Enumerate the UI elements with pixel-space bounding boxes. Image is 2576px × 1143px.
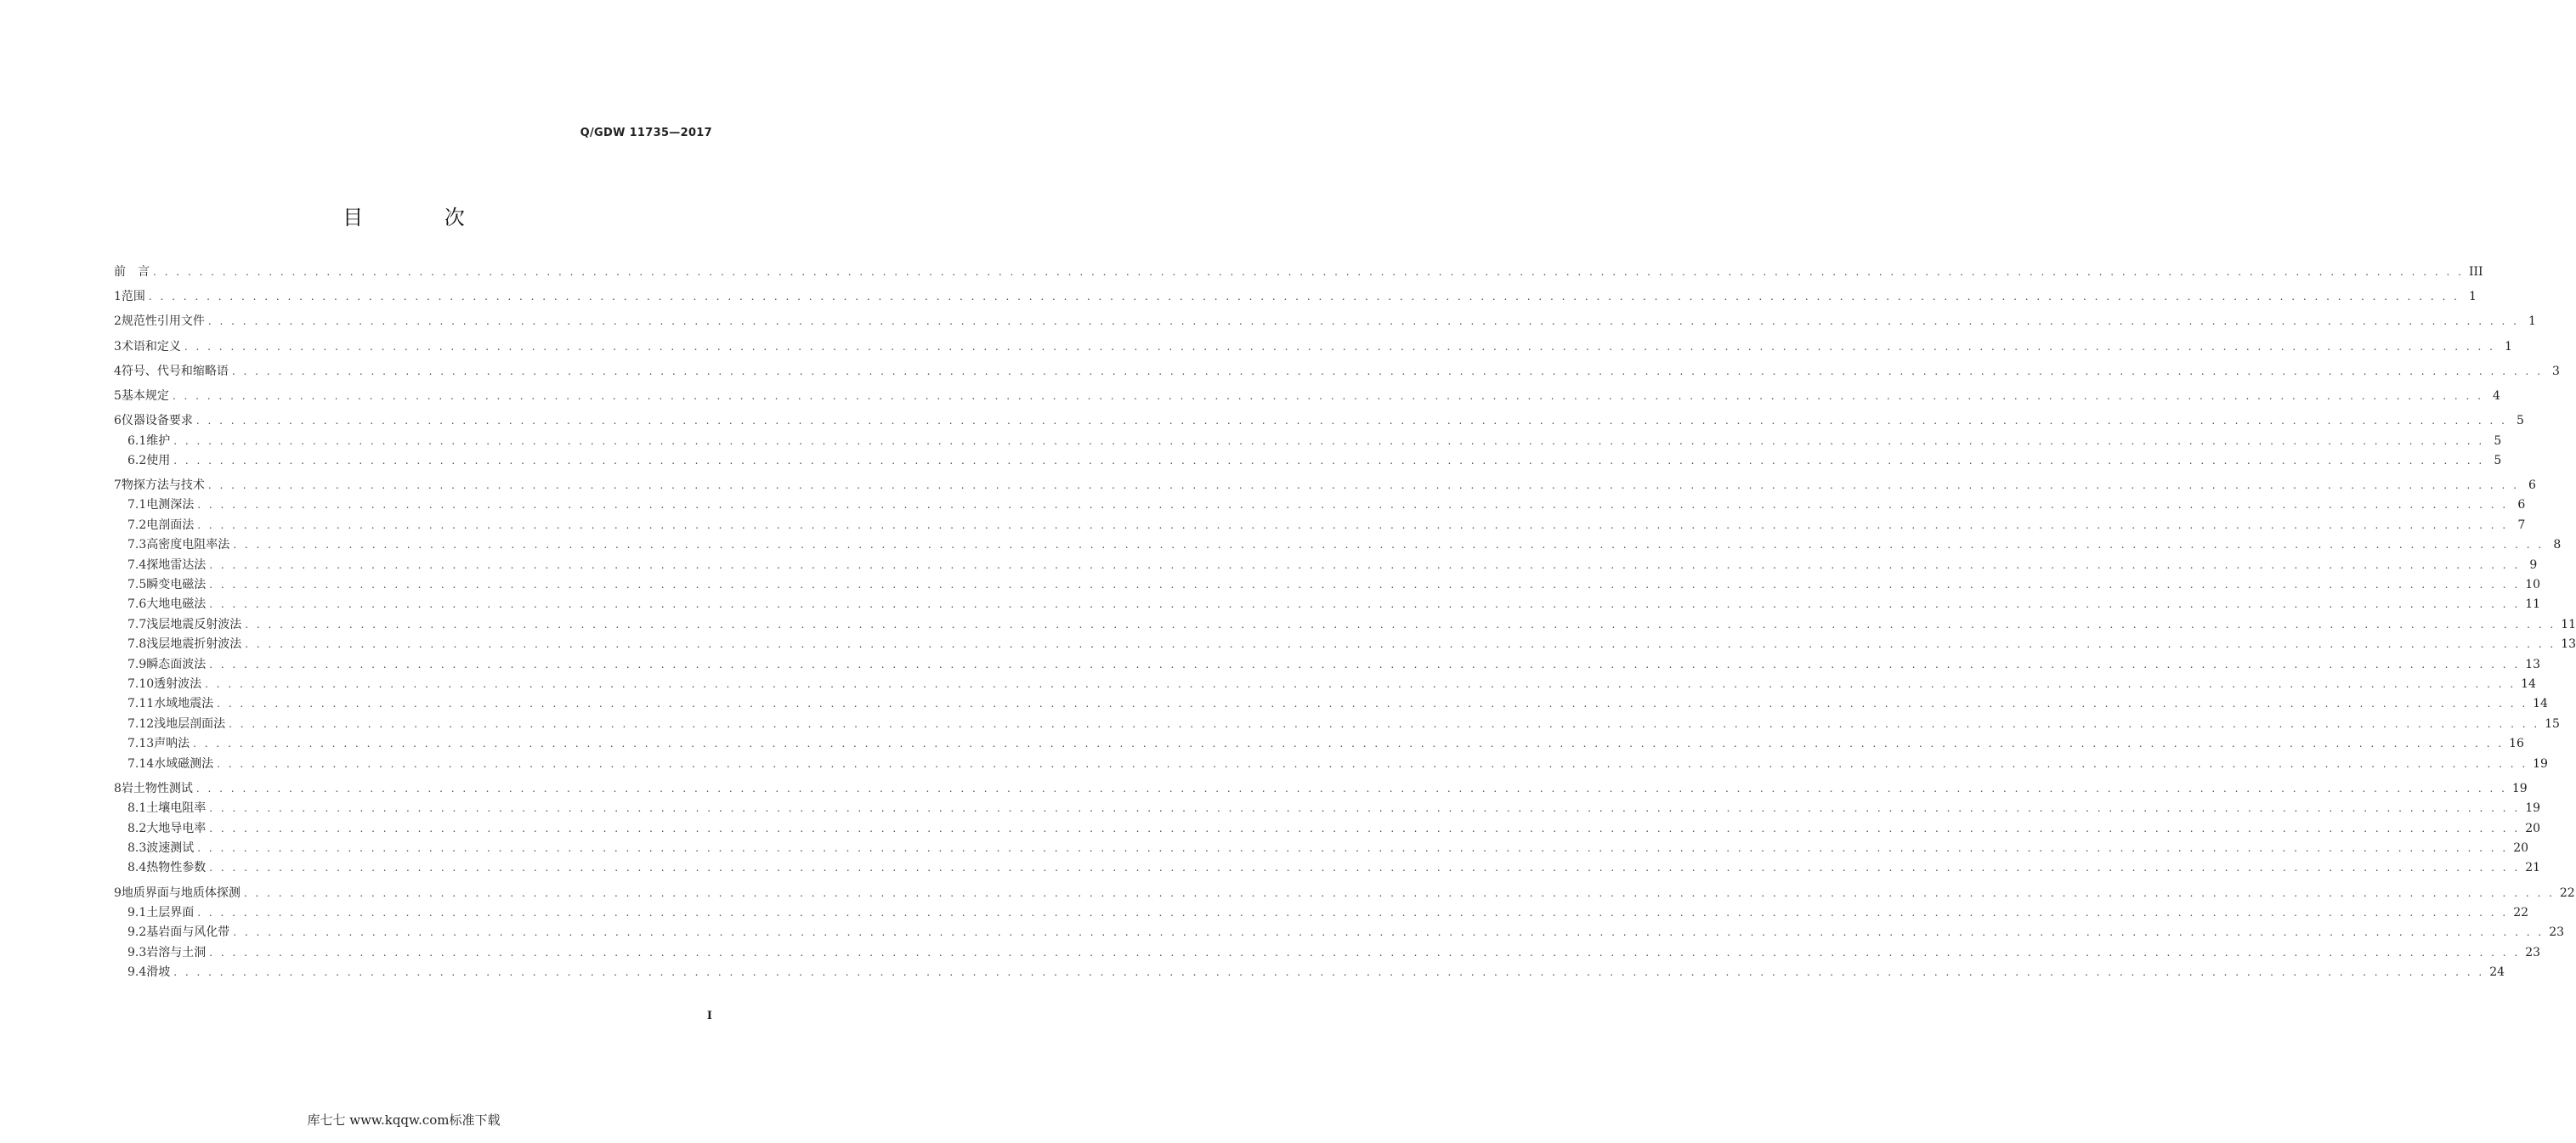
toc-leader-dots: . . . . . . . . . . . . . . . . . . . . . . . . . . . . . . . . . . . . . . . . . . . . . . . . . . . . . . . . . . . . . . . . . . . . . . . . . . . . . . . . . . . . . . . . . . . . . . . . . . . . . . . . . . . . . . . . . . . . . . . . . . . . . . . . . . . . . . . . . . . . . . . . . . . . . . . . . . . . . . . . . . . . . . . . . . . . . . . . . . . . . . . . . . . . . . . . . . . . . . . . [209, 558, 2521, 571]
toc-entry-label: 物探方法与技术 [121, 478, 205, 493]
toc-entry-page: 14 [2533, 697, 2548, 711]
toc-entry-page: 1 [2504, 339, 2512, 354]
toc-entry-page: 19 [2525, 801, 2541, 816]
toc-entry-page: 5 [2494, 453, 2502, 467]
toc-entry[interactable] [114, 516, 2526, 535]
footer-watermark-text: 库七七 www.kqqw.com标准下载 [307, 1112, 501, 1128]
toc-entry-number: 1 [114, 290, 122, 304]
toc-entry-page: 23 [2549, 925, 2565, 940]
toc-entry-label: 浅层地震折射波法 [146, 637, 242, 652]
toc-entry-page: 7 [2517, 518, 2526, 532]
toc-entry-number: 8 [114, 781, 122, 795]
toc-entry[interactable] [114, 923, 2565, 942]
toc-entry-label: 水域地震法 [154, 697, 214, 711]
toc-entry-number: 9.1 [127, 905, 147, 919]
toc-leader-dots: . . . . . . . . . . . . . . . . . . . . . . . . . . . . . . . . . . . . . . . . . . . . . . . . . . . . . . . . . . . . . . . . . . . . . . . . . . . . . . . . . . . . . . . . . . . . . . . . . . . . . . . . . . . . . . . . . . . . . . . . . . . . . . . . . . . . . . . . . . . . . . . . . . . . . . . . . . . . . . . . . . . . . . . . . . . . . . . . . . . . . . . . . . . . . . . . . . . . . . . . [229, 717, 2540, 730]
toc-entry-label: 使用 [146, 453, 171, 467]
toc-leader-dots: . . . . . . . . . . . . . . . . . . . . . . . . . . . . . . . . . . . . . . . . . . . . . . . . . . . . . . . . . . . . . . . . . . . . . . . . . . . . . . . . . . . . . . . . . . . . . . . . . . . . . . . . . . . . . . . . . . . . . . . . . . . . . . . . . . . . . . . . . . . . . . . . . . . . . . . . . . . . . . . . . . . . . . . . . . . . . . . . . . . . . . . . . . . . . . . . . . . . . . . . [195, 415, 2507, 427]
toc-entry-label: 声呐法 [154, 737, 190, 751]
toc-entry[interactable] [114, 312, 2536, 331]
toc-entry-label: 电测深法 [146, 498, 195, 512]
toc-leader-dots: . . . . . . . . . . . . . . . . . . . . . . . . . . . . . . . . . . . . . . . . . . . . . . . . . . . . . . . . . . . . . . . . . . . . . . . . . . . . . . . . . . . . . . . . . . . . . . . . . . . . . . . . . . . . . . . . . . . . . . . . . . . . . . . . . . . . . . . . . . . . . . . . . . . . . . . . . . . . . . . . . . . . . . . . . . . . . . . . . . . . . . . . . . . . . . . . . . . . . . . . [173, 434, 2485, 447]
toc-entry-page: 10 [2525, 578, 2541, 592]
toc-entry[interactable] [114, 755, 2548, 774]
toc-entry-page: 11 [2525, 597, 2541, 612]
toc-leader-dots: . . . . . . . . . . . . . . . . . . . . . . . . . . . . . . . . . . . . . . . . . . . . . . . . . . . . . . . . . . . . . . . . . . . . . . . . . . . . . . . . . . . . . . . . . . . . . . . . . . . . . . . . . . . . . . . . . . . . . . . . . . . . . . . . . . . . . . . . . . . . . . . . . . . . . . . . . . . . . . . . . . . . . . . . . . . . . . . . . . . . . . . . . . . . . . . . . . . . . . . . [209, 658, 2521, 671]
toc-entry-page: 4 [2492, 388, 2500, 403]
table-of-contents [114, 263, 2576, 982]
toc-entry[interactable] [114, 556, 2538, 575]
toc-entry-page: 1 [2468, 290, 2477, 304]
toc-entry-number: 5 [114, 388, 122, 403]
toc-entry-page: 13 [2561, 637, 2576, 652]
toc-leader-dots: . . . . . . . . . . . . . . . . . . . . . . . . . . . . . . . . . . . . . . . . . . . . . . . . . . . . . . . . . . . . . . . . . . . . . . . . . . . . . . . . . . . . . . . . . . . . . . . . . . . . . . . . . . . . . . . . . . . . . . . . . . . . . . . . . . . . . . . . . . . . . . . . . . . . . . . . . . . . . . . . . . . . . . . . . . . . . . . . . . . . . . . . . . . . . . . . . . . . . . . . [207, 315, 2519, 328]
toc-entry[interactable] [114, 615, 2576, 635]
toc-entry-page: 20 [2525, 821, 2541, 835]
toc-entry-page: 8 [2553, 538, 2562, 552]
toc-entry-number: 7.2 [127, 518, 147, 532]
toc-entry-page: 22 [2559, 886, 2575, 900]
toc-entry-number: 8.4 [127, 861, 147, 875]
toc-leader-dots: . . . . . . . . . . . . . . . . . . . . . . . . . . . . . . . . . . . . . . . . . . . . . . . . . . . . . . . . . . . . . . . . . . . . . . . . . . . . . . . . . . . . . . . . . . . . . . . . . . . . . . . . . . . . . . . . . . . . . . . . . . . . . . . . . . . . . . . . . . . . . . . . . . . . . . . . . . . . . . . . . . . . . . . . . . . . . . . . . . . . . . . . . . . . . . . . . . . . . . . . [217, 757, 2528, 770]
toc-leader-dots: . . . . . . . . . . . . . . . . . . . . . . . . . . . . . . . . . . . . . . . . . . . . . . . . . . . . . . . . . . . . . . . . . . . . . . . . . . . . . . . . . . . . . . . . . . . . . . . . . . . . . . . . . . . . . . . . . . . . . . . . . . . . . . . . . . . . . . . . . . . . . . . . . . . . . . . . . . . . . . . . . . . . . . . . . . . . . . . . . . . . . . . . . . . . . . . . . . . . . . . . [197, 499, 2509, 512]
toc-entry[interactable] [114, 387, 2500, 406]
page-folio: I [706, 1010, 712, 1022]
toc-entry-number: 7.5 [127, 578, 147, 592]
toc-entry-number: 8.3 [127, 840, 147, 855]
toc-entry-label: 岩溶与土洞 [146, 945, 207, 959]
toc-entry-label: 浅层地震反射波法 [146, 617, 242, 631]
toc-entry[interactable] [114, 675, 2536, 694]
toc-entry-number: 4 [114, 364, 122, 378]
toc-entry-page: 5 [2494, 433, 2502, 448]
toc-entry-label: 符号、代号和缩略语 [121, 364, 229, 378]
toc-entry-number: 7.13 [127, 737, 155, 751]
toc-entry-page: 6 [2528, 478, 2536, 493]
toc-entry-label: 基本规定 [121, 388, 169, 403]
toc-leader-dots: . . . . . . . . . . . . . . . . . . . . . . . . . . . . . . . . . . . . . . . . . . . . . . . . . . . . . . . . . . . . . . . . . . . . . . . . . . . . . . . . . . . . . . . . . . . . . . . . . . . . . . . . . . . . . . . . . . . . . . . . . . . . . . . . . . . . . . . . . . . . . . . . . . . . . . . . . . . . . . . . . . . . . . . . . . . . . . . . . . . . . . . . . . . . . . . . . . . . . . . . [173, 454, 2485, 467]
toc-leader-dots: . . . . . . . . . . . . . . . . . . . . . . . . . . . . . . . . . . . . . . . . . . . . . . . . . . . . . . . . . . . . . . . . . . . . . . . . . . . . . . . . . . . . . . . . . . . . . . . . . . . . . . . . . . . . . . . . . . . . . . . . . . . . . . . . . . . . . . . . . . . . . . . . . . . . . . . . . . . . . . . . . . . . . . . . . . . . . . . . . . . . . . . . . . . . . . . . . . . . . . . . [209, 598, 2521, 611]
toc-leader-dots: . . . . . . . . . . . . . . . . . . . . . . . . . . . . . . . . . . . . . . . . . . . . . . . . . . . . . . . . . . . . . . . . . . . . . . . . . . . . . . . . . . . . . . . . . . . . . . . . . . . . . . . . . . . . . . . . . . . . . . . . . . . . . . . . . . . . . . . . . . . . . . . . . . . . . . . . . . . . . . . . . . . . . . . . . . . . . . . . . . . . . . . . . . . . . . . . . . . . . . . . [245, 618, 2556, 631]
toc-entry[interactable] [114, 495, 2526, 515]
toc-entry[interactable] [114, 943, 2541, 963]
toc-entry-label: 基岩面与风化带 [146, 925, 230, 940]
page-title: 目 次 [343, 206, 502, 229]
toc-entry-label: 大地电磁法 [146, 597, 207, 612]
toc-entry-page: 6 [2517, 498, 2526, 512]
toc-leader-dots: . . . . . . . . . . . . . . . . . . . . . . . . . . . . . . . . . . . . . . . . . . . . . . . . . . . . . . . . . . . . . . . . . . . . . . . . . . . . . . . . . . . . . . . . . . . . . . . . . . . . . . . . . . . . . . . . . . . . . . . . . . . . . . . . . . . . . . . . . . . . . . . . . . . . . . . . . . . . . . . . . . . . . . . . . . . . . . . . . . . . . . . . . . . . . . . . . . . . . . . . [148, 291, 2460, 303]
toc-leader-dots: . . . . . . . . . . . . . . . . . . . . . . . . . . . . . . . . . . . . . . . . . . . . . . . . . . . . . . . . . . . . . . . . . . . . . . . . . . . . . . . . . . . . . . . . . . . . . . . . . . . . . . . . . . . . . . . . . . . . . . . . . . . . . . . . . . . . . . . . . . . . . . . . . . . . . . . . . . . . . . . . . . . . . . . . . . . . . . . . . . . . . . . . . . . . . . . . . . . . . . . . [209, 822, 2521, 835]
toc-entry-label: 瞬变电磁法 [146, 578, 207, 592]
toc-entry[interactable] [114, 411, 2524, 431]
toc-entry[interactable] [114, 884, 2575, 903]
toc-entry-number: 7.8 [127, 637, 147, 652]
toc-leader-dots: . . . . . . . . . . . . . . . . . . . . . . . . . . . . . . . . . . . . . . . . . . . . . . . . . . . . . . . . . . . . . . . . . . . . . . . . . . . . . . . . . . . . . . . . . . . . . . . . . . . . . . . . . . . . . . . . . . . . . . . . . . . . . . . . . . . . . . . . . . . . . . . . . . . . . . . . . . . . . . . . . . . . . . . . . . . . . . . . . . . . . . . . . . . . . . . . . . . . . . . . [173, 966, 2485, 979]
toc-entry-number: 7.9 [127, 657, 147, 671]
toc-leader-dots: . . . . . . . . . . . . . . . . . . . . . . . . . . . . . . . . . . . . . . . . . . . . . . . . . . . . . . . . . . . . . . . . . . . . . . . . . . . . . . . . . . . . . . . . . . . . . . . . . . . . . . . . . . . . . . . . . . . . . . . . . . . . . . . . . . . . . . . . . . . . . . . . . . . . . . . . . . . . . . . . . . . . . . . . . . . . . . . . . . . . . . . . . . . . . . . . . . . . . . . . [243, 886, 2555, 899]
toc-entry-label: 热物性参数 [146, 861, 207, 875]
toc-leader-dots: . . . . . . . . . . . . . . . . . . . . . . . . . . . . . . . . . . . . . . . . . . . . . . . . . . . . . . . . . . . . . . . . . . . . . . . . . . . . . . . . . . . . . . . . . . . . . . . . . . . . . . . . . . . . . . . . . . . . . . . . . . . . . . . . . . . . . . . . . . . . . . . . . . . . . . . . . . . . . . . . . . . . . . . . . . . . . . . . . . . . . . . . . . . . . . . . . . . . . . . . [197, 906, 2509, 919]
toc-entry-page: 11 [2561, 617, 2576, 631]
toc-entry-page: 13 [2525, 657, 2541, 671]
toc-entry-page: III [2468, 265, 2483, 279]
toc-entry[interactable] [114, 715, 2560, 734]
toc-entry-label: 地质界面与地质体探测 [121, 886, 241, 900]
toc-entry-page: 3 [2551, 364, 2560, 378]
toc-entry-number: 6 [114, 414, 122, 428]
toc-leader-dots: . . . . . . . . . . . . . . . . . . . . . . . . . . . . . . . . . . . . . . . . . . . . . . . . . . . . . . . . . . . . . . . . . . . . . . . . . . . . . . . . . . . . . . . . . . . . . . . . . . . . . . . . . . . . . . . . . . . . . . . . . . . . . . . . . . . . . . . . . . . . . . . . . . . . . . . . . . . . . . . . . . . . . . . . . . . . . . . . . . . . . . . . . . . . . . . . . . . . . . . . [209, 579, 2521, 591]
toc-entry-page: 24 [2489, 965, 2505, 980]
toc-entry[interactable] [114, 635, 2576, 654]
toc-entry[interactable] [114, 858, 2541, 878]
toc-entry-number: 6.1 [127, 433, 147, 448]
toc-leader-dots: . . . . . . . . . . . . . . . . . . . . . . . . . . . . . . . . . . . . . . . . . . . . . . . . . . . . . . . . . . . . . . . . . . . . . . . . . . . . . . . . . . . . . . . . . . . . . . . . . . . . . . . . . . . . . . . . . . . . . . . . . . . . . . . . . . . . . . . . . . . . . . . . . . . . . . . . . . . . . . . . . . . . . . . . . . . . . . . . . . . . . . . . . . . . . . . . . . . . . . . . [197, 518, 2509, 531]
toc-entry-label: 探地雷达法 [146, 557, 207, 572]
toc-entry-number: 7.12 [127, 716, 155, 731]
toc-entry-number: 7.6 [127, 597, 147, 612]
toc-entry-number: 7.11 [127, 697, 155, 711]
toc-leader-dots: . . . . . . . . . . . . . . . . . . . . . . . . . . . . . . . . . . . . . . . . . . . . . . . . . . . . . . . . . . . . . . . . . . . . . . . . . . . . . . . . . . . . . . . . . . . . . . . . . . . . . . . . . . . . . . . . . . . . . . . . . . . . . . . . . . . . . . . . . . . . . . . . . . . . . . . . . . . . . . . . . . . . . . . . . . . . . . . . . . . . . . . . . . . . . . . . . . . . . . . . [233, 926, 2545, 939]
toc-entry-page: 9 [2529, 557, 2538, 572]
toc-leader-dots: . . . . . . . . . . . . . . . . . . . . . . . . . . . . . . . . . . . . . . . . . . . . . . . . . . . . . . . . . . . . . . . . . . . . . . . . . . . . . . . . . . . . . . . . . . . . . . . . . . . . . . . . . . . . . . . . . . . . . . . . . . . . . . . . . . . . . . . . . . . . . . . . . . . . . . . . . . . . . . . . . . . . . . . . . . . . . . . . . . . . . . . . . . . . . . . . . . . . . . . . [209, 946, 2521, 959]
toc-entry[interactable] [114, 694, 2548, 714]
toc-entry[interactable] [114, 575, 2541, 595]
toc-entry-label: 透射波法 [154, 677, 202, 691]
toc-leader-dots: . . . . . . . . . . . . . . . . . . . . . . . . . . . . . . . . . . . . . . . . . . . . . . . . . . . . . . . . . . . . . . . . . . . . . . . . . . . . . . . . . . . . . . . . . . . . . . . . . . . . . . . . . . . . . . . . . . . . . . . . . . . . . . . . . . . . . . . . . . . . . . . . . . . . . . . . . . . . . . . . . . . . . . . . . . . . . . . . . . . . . . . . . . . . . . . . . . . . . . . . [193, 738, 2505, 750]
toc-leader-dots: . . . . . . . . . . . . . . . . . . . . . . . . . . . . . . . . . . . . . . . . . . . . . . . . . . . . . . . . . . . . . . . . . . . . . . . . . . . . . . . . . . . . . . . . . . . . . . . . . . . . . . . . . . . . . . . . . . . . . . . . . . . . . . . . . . . . . . . . . . . . . . . . . . . . . . . . . . . . . . . . . . . . . . . . . . . . . . . . . . . . . . . . . . . . . . . . . . . . . . . . [197, 841, 2509, 854]
toc-entry-label: 术语和定义 [121, 339, 181, 354]
toc-entry[interactable] [114, 451, 2502, 471]
toc-leader-dots: . . . . . . . . . . . . . . . . . . . . . . . . . . . . . . . . . . . . . . . . . . . . . . . . . . . . . . . . . . . . . . . . . . . . . . . . . . . . . . . . . . . . . . . . . . . . . . . . . . . . . . . . . . . . . . . . . . . . . . . . . . . . . . . . . . . . . . . . . . . . . . . . . . . . . . . . . . . . . . . . . . . . . . . . . . . . . . . . . . . . . . . . . . . . . . . . . . . . . . . . [153, 266, 2464, 278]
toc-entry-label: 仪器设备要求 [121, 414, 193, 428]
toc-entry[interactable] [114, 655, 2541, 675]
toc-leader-dots: . . . . . . . . . . . . . . . . . . . . . . . . . . . . . . . . . . . . . . . . . . . . . . . . . . . . . . . . . . . . . . . . . . . . . . . . . . . . . . . . . . . . . . . . . . . . . . . . . . . . . . . . . . . . . . . . . . . . . . . . . . . . . . . . . . . . . . . . . . . . . . . . . . . . . . . . . . . . . . . . . . . . . . . . . . . . . . . . . . . . . . . . . . . . . . . . . . . . . . . . [209, 862, 2521, 874]
toc-entry-number: 8.2 [127, 821, 147, 835]
toc-entry[interactable] [114, 595, 2541, 614]
toc-entry-label: 范围 [121, 290, 145, 304]
toc-entry-number: 7.14 [127, 756, 155, 771]
toc-entry-label: 土壤电阻率 [146, 801, 207, 816]
toc-leader-dots: . . . . . . . . . . . . . . . . . . . . . . . . . . . . . . . . . . . . . . . . . . . . . . . . . . . . . . . . . . . . . . . . . . . . . . . . . . . . . . . . . . . . . . . . . . . . . . . . . . . . . . . . . . . . . . . . . . . . . . . . . . . . . . . . . . . . . . . . . . . . . . . . . . . . . . . . . . . . . . . . . . . . . . . . . . . . . . . . . . . . . . . . . . . . . . . . . . . . . . . . [231, 365, 2543, 377]
toc-entry[interactable] [114, 903, 2529, 923]
toc-entry-label: 岩土物性测试 [121, 781, 193, 795]
toc-leader-dots: . . . . . . . . . . . . . . . . . . . . . . . . . . . . . . . . . . . . . . . . . . . . . . . . . . . . . . . . . . . . . . . . . . . . . . . . . . . . . . . . . . . . . . . . . . . . . . . . . . . . . . . . . . . . . . . . . . . . . . . . . . . . . . . . . . . . . . . . . . . . . . . . . . . . . . . . . . . . . . . . . . . . . . . . . . . . . . . . . . . . . . . . . . . . . . . . . . . . . . . . [195, 782, 2507, 795]
toc-entry-label: 瞬态面波法 [146, 657, 207, 671]
toc-entry-number: 8.1 [127, 801, 147, 816]
toc-leader-dots: . . . . . . . . . . . . . . . . . . . . . . . . . . . . . . . . . . . . . . . . . . . . . . . . . . . . . . . . . . . . . . . . . . . . . . . . . . . . . . . . . . . . . . . . . . . . . . . . . . . . . . . . . . . . . . . . . . . . . . . . . . . . . . . . . . . . . . . . . . . . . . . . . . . . . . . . . . . . . . . . . . . . . . . . . . . . . . . . . . . . . . . . . . . . . . . . . . . . . . . . [209, 802, 2521, 815]
toc-entry-number: 3 [114, 339, 122, 354]
toc-leader-dots: . . . . . . . . . . . . . . . . . . . . . . . . . . . . . . . . . . . . . . . . . . . . . . . . . . . . . . . . . . . . . . . . . . . . . . . . . . . . . . . . . . . . . . . . . . . . . . . . . . . . . . . . . . . . . . . . . . . . . . . . . . . . . . . . . . . . . . . . . . . . . . . . . . . . . . . . . . . . . . . . . . . . . . . . . . . . . . . . . . . . . . . . . . . . . . . . . . . . . . . . [184, 340, 2495, 353]
toc-entry[interactable] [114, 535, 2562, 555]
toc-entry-page: 21 [2525, 861, 2541, 875]
standard-code: Q/GDW 11735—2017 [580, 127, 712, 139]
toc-entry-number: 9.3 [127, 945, 147, 959]
toc-entry-page: 23 [2525, 945, 2541, 959]
toc-entry-label: 浅地层剖面法 [154, 716, 226, 731]
toc-entry-label: 波速测试 [146, 840, 195, 855]
toc-entry-page: 15 [2545, 716, 2560, 731]
toc-entry-label: 规范性引用文件 [121, 314, 205, 329]
toc-entry[interactable] [114, 779, 2528, 799]
toc-leader-dots: . . . . . . . . . . . . . . . . . . . . . . . . . . . . . . . . . . . . . . . . . . . . . . . . . . . . . . . . . . . . . . . . . . . . . . . . . . . . . . . . . . . . . . . . . . . . . . . . . . . . . . . . . . . . . . . . . . . . . . . . . . . . . . . . . . . . . . . . . . . . . . . . . . . . . . . . . . . . . . . . . . . . . . . . . . . . . . . . . . . . . . . . . . . . . . . . . . . . . . . . [245, 638, 2556, 651]
toc-entry-number: 7.7 [127, 617, 147, 631]
toc-entry[interactable] [114, 799, 2541, 818]
toc-entry-number: 6.2 [127, 453, 147, 467]
toc-entry-page: 20 [2513, 840, 2529, 855]
toc-entry[interactable] [114, 819, 2541, 839]
toc-entry-page: 5 [2516, 414, 2524, 428]
toc-entry[interactable] [114, 839, 2529, 858]
toc-entry-label: 高密度电阻率法 [146, 538, 230, 552]
toc-entry-number: 7.10 [127, 677, 155, 691]
toc-entry-number: 7.1 [127, 498, 147, 512]
toc-entry-page: 19 [2533, 756, 2548, 771]
toc-entry-number: 2 [114, 314, 122, 329]
toc-entry-label: 前 言 [114, 265, 150, 279]
toc-entry[interactable] [114, 476, 2536, 495]
toc-entry-page: 14 [2521, 677, 2536, 691]
toc-entry-page: 16 [2509, 737, 2524, 751]
toc-entry-label: 水域磁测法 [154, 756, 214, 771]
toc-leader-dots: . . . . . . . . . . . . . . . . . . . . . . . . . . . . . . . . . . . . . . . . . . . . . . . . . . . . . . . . . . . . . . . . . . . . . . . . . . . . . . . . . . . . . . . . . . . . . . . . . . . . . . . . . . . . . . . . . . . . . . . . . . . . . . . . . . . . . . . . . . . . . . . . . . . . . . . . . . . . . . . . . . . . . . . . . . . . . . . . . . . . . . . . . . . . . . . . . . . . . . . . [217, 698, 2528, 710]
toc-entry[interactable] [114, 734, 2524, 754]
toc-entry-page: 19 [2511, 781, 2528, 795]
toc-entry[interactable] [114, 287, 2477, 307]
toc-entry[interactable] [114, 337, 2512, 357]
toc-entry-page: 1 [2528, 314, 2536, 329]
toc-entry-page: 22 [2513, 905, 2529, 919]
toc-leader-dots: . . . . . . . . . . . . . . . . . . . . . . . . . . . . . . . . . . . . . . . . . . . . . . . . . . . . . . . . . . . . . . . . . . . . . . . . . . . . . . . . . . . . . . . . . . . . . . . . . . . . . . . . . . . . . . . . . . . . . . . . . . . . . . . . . . . . . . . . . . . . . . . . . . . . . . . . . . . . . . . . . . . . . . . . . . . . . . . . . . . . . . . . . . . . . . . . . . . . . . . . [233, 539, 2545, 552]
toc-entry-label: 大地导电率 [146, 821, 207, 835]
toc-entry[interactable] [114, 432, 2502, 451]
toc-entry-label: 土层界面 [146, 905, 195, 919]
toc-entry[interactable] [114, 963, 2505, 982]
toc-entry-number: 7 [114, 478, 122, 493]
toc-leader-dots: . . . . . . . . . . . . . . . . . . . . . . . . . . . . . . . . . . . . . . . . . . . . . . . . . . . . . . . . . . . . . . . . . . . . . . . . . . . . . . . . . . . . . . . . . . . . . . . . . . . . . . . . . . . . . . . . . . . . . . . . . . . . . . . . . . . . . . . . . . . . . . . . . . . . . . . . . . . . . . . . . . . . . . . . . . . . . . . . . . . . . . . . . . . . . . . . . . . . . . . . [207, 479, 2519, 492]
toc-leader-dots: . . . . . . . . . . . . . . . . . . . . . . . . . . . . . . . . . . . . . . . . . . . . . . . . . . . . . . . . . . . . . . . . . . . . . . . . . . . . . . . . . . . . . . . . . . . . . . . . . . . . . . . . . . . . . . . . . . . . . . . . . . . . . . . . . . . . . . . . . . . . . . . . . . . . . . . . . . . . . . . . . . . . . . . . . . . . . . . . . . . . . . . . . . . . . . . . . . . . . . . . [205, 678, 2517, 690]
toc-entry[interactable] [114, 362, 2560, 382]
toc-leader-dots: . . . . . . . . . . . . . . . . . . . . . . . . . . . . . . . . . . . . . . . . . . . . . . . . . . . . . . . . . . . . . . . . . . . . . . . . . . . . . . . . . . . . . . . . . . . . . . . . . . . . . . . . . . . . . . . . . . . . . . . . . . . . . . . . . . . . . . . . . . . . . . . . . . . . . . . . . . . . . . . . . . . . . . . . . . . . . . . . . . . . . . . . . . . . . . . . . . . . . . . . [172, 389, 2483, 402]
toc-entry-label: 电剖面法 [146, 518, 195, 532]
toc-entry-label: 维护 [146, 433, 171, 448]
toc-entry-number: 9.2 [127, 925, 147, 940]
toc-entry-number: 7.3 [127, 538, 147, 552]
toc-entry-number: 9 [114, 886, 122, 900]
toc-entry[interactable] [114, 263, 2483, 282]
toc-entry-label: 滑坡 [146, 965, 171, 980]
toc-entry-number: 7.4 [127, 557, 147, 572]
toc-entry-number: 9.4 [127, 965, 147, 980]
